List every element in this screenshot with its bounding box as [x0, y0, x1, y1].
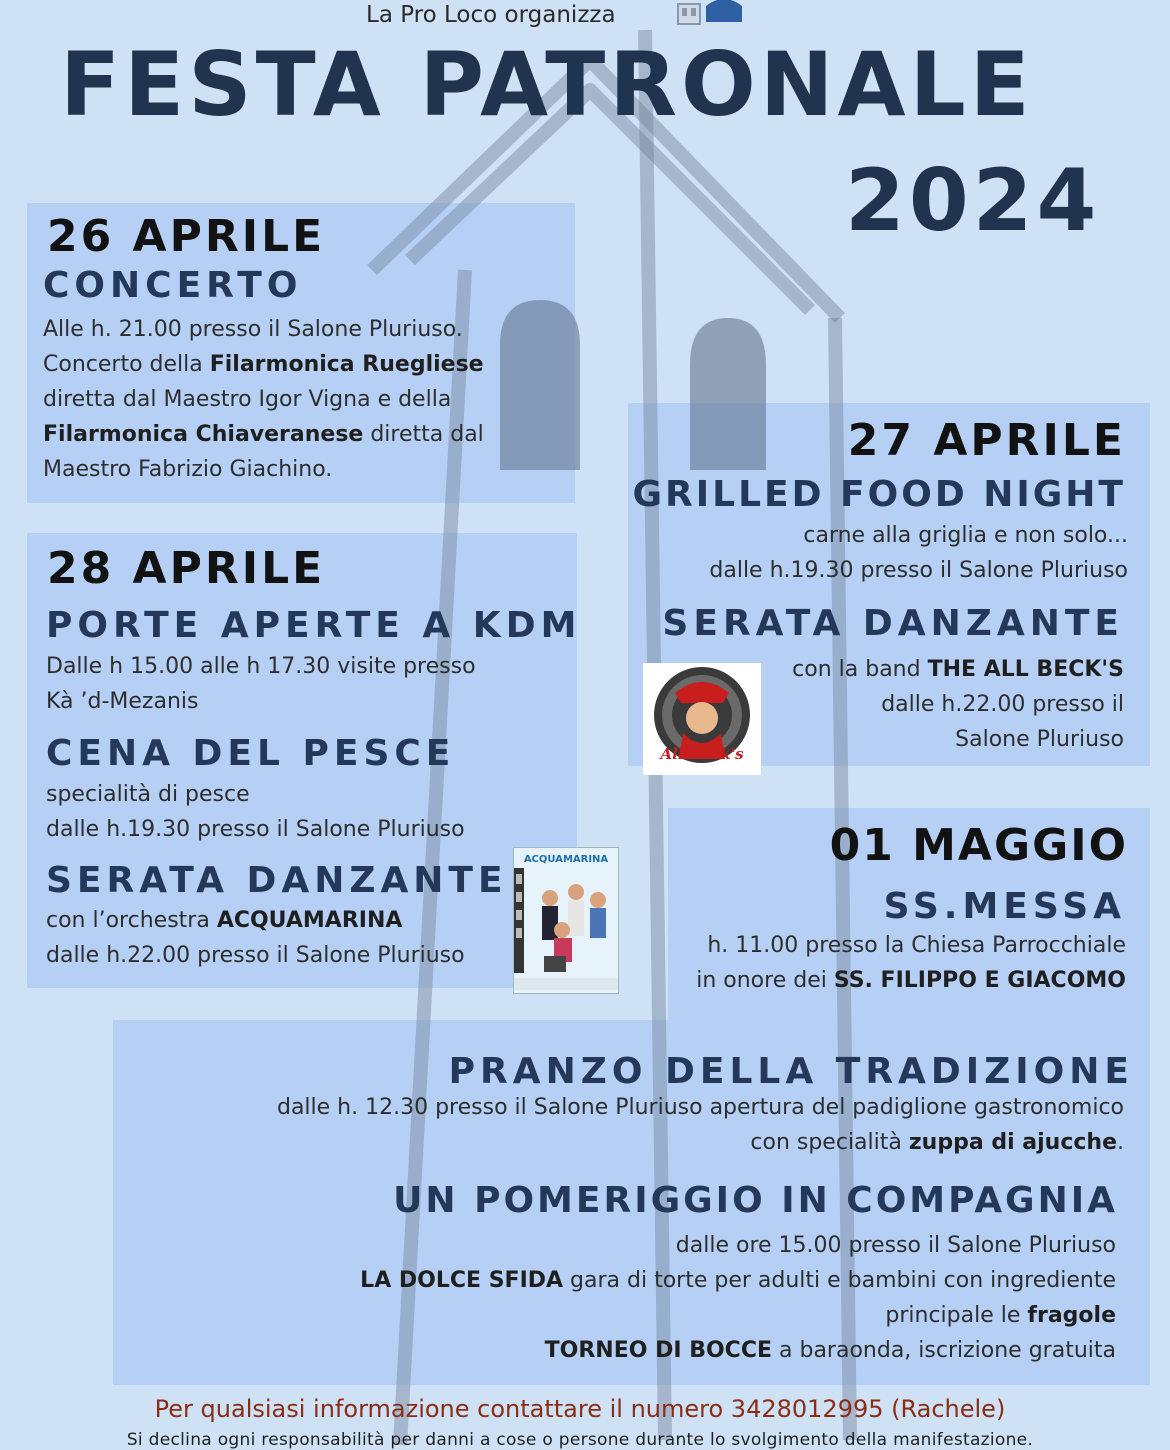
acquamarina-flyer-title: ACQUAMARINA: [523, 854, 609, 865]
cena-del-pesce-line: dalle h.19.30 presso il Salone Pluriuso: [46, 817, 465, 842]
pomeriggio-line: LA DOLCE SFIDA gara di torte per adulti e bambini con ingrediente: [360, 1268, 1116, 1293]
serata-danzante-28-details: [46, 903, 465, 973]
pomeriggio-line: TORNEO DI BOCCE a baraonda, iscrizione gratuita: [544, 1338, 1116, 1363]
event-concerto: CONCERTO: [43, 265, 303, 306]
concerto-line: Alle h. 21.00 presso il Salone Pluriuso.: [43, 317, 463, 342]
event-porte-aperte: PORTE APERTE A KDM: [46, 605, 582, 646]
grilled-food-line: dalle h.19.30 presso il Salone Pluriuso: [709, 558, 1128, 583]
festival-title: FESTA PATRONALE: [60, 33, 1034, 136]
porte-aperte-details: [46, 649, 476, 719]
band-logo: [643, 663, 761, 775]
pranzo-line: dalle h. 12.30 presso il Salone Pluriuso apertura del padiglione gastronomico: [276, 1095, 1124, 1120]
festival-year: 2024: [845, 151, 1101, 251]
grilled-food-details: [709, 518, 1128, 588]
serata-danzante-27-details: [792, 652, 1124, 757]
band-logo-text: All Beck's: [660, 745, 744, 763]
date-01-maggio: 01 MAGGIO: [829, 820, 1128, 871]
contact-info: Per qualsiasi informazione contattare il numero 3428012995 (Rachele): [154, 1395, 1006, 1423]
date-27-aprile: 27 APRILE: [847, 415, 1126, 466]
cena-del-pesce-details: [46, 777, 465, 847]
event-serata-danzante-27: SERATA DANZANTE: [662, 603, 1124, 644]
concerto-details: [43, 312, 484, 487]
pomeriggio-line: dalle ore 15.00 presso il Salone Pluriuso: [675, 1233, 1116, 1258]
event-pomeriggio-in-compagnia: UN POMERIGGIO IN COMPAGNIA: [393, 1180, 1118, 1221]
acquamarina-flyer: [513, 847, 619, 994]
date-28-aprile: 28 APRILE: [47, 543, 326, 594]
church-logo-icon: [672, 0, 744, 34]
serata-danzante-27-line: con la band THE ALL BECK'S: [792, 657, 1124, 682]
acquamarina-photo-icon: [514, 868, 618, 993]
event-cena-del-pesce: CENA DEL PESCE: [46, 733, 456, 774]
concerto-line: Concerto della Filarmonica Ruegliese: [43, 352, 484, 377]
grilled-food-line: carne alla griglia e non solo...: [803, 523, 1128, 548]
cena-del-pesce-line: specialità di pesce: [46, 782, 250, 807]
concerto-line: diretta dal Maestro Igor Vigna e della: [43, 387, 452, 412]
ss-messa-line: in onore dei SS. FILIPPO E GIACOMO: [696, 968, 1126, 993]
organizer-text: La Pro Loco organizza: [366, 2, 616, 28]
pomeriggio-details: [360, 1228, 1116, 1368]
event-ss-messa: SS.MESSA: [883, 886, 1126, 927]
pranzo-line: con specialità zuppa di ajucche.: [750, 1130, 1124, 1155]
serata-danzante-28-line: dalle h.22.00 presso il Salone Pluriuso: [46, 943, 465, 968]
date-26-aprile: 26 APRILE: [47, 211, 326, 262]
pomeriggio-line: principale le fragole: [885, 1303, 1116, 1328]
pranzo-details: [277, 1090, 1124, 1160]
ss-messa-line: h. 11.00 presso la Chiesa Parrocchiale: [707, 933, 1126, 958]
porte-aperte-line: Kà ’d-Mezanis: [46, 689, 199, 714]
ss-messa-details: [696, 928, 1126, 998]
serata-danzante-27-line: dalle h.22.00 presso il: [881, 692, 1124, 717]
concerto-line: Filarmonica Chiaveranese diretta dal: [43, 422, 484, 447]
event-grilled-food-night: GRILLED FOOD NIGHT: [632, 474, 1126, 515]
event-pranzo-della-tradizione: PRANZO DELLA TRADIZIONE: [448, 1051, 1134, 1092]
disclaimer: Si declina ogni responsabilità per danni a cose o persone durante lo svolgimento della manifestazione.: [126, 1430, 1034, 1450]
serata-danzante-28-line: con l’orchestra ACQUAMARINA: [46, 908, 403, 933]
porte-aperte-line: Dalle h 15.00 alle h 17.30 visite presso: [46, 654, 476, 679]
event-serata-danzante-28: SERATA DANZANTE: [46, 860, 508, 901]
concerto-line: Maestro Fabrizio Giachino.: [43, 457, 333, 482]
serata-danzante-27-line: Salone Pluriuso: [955, 727, 1124, 752]
